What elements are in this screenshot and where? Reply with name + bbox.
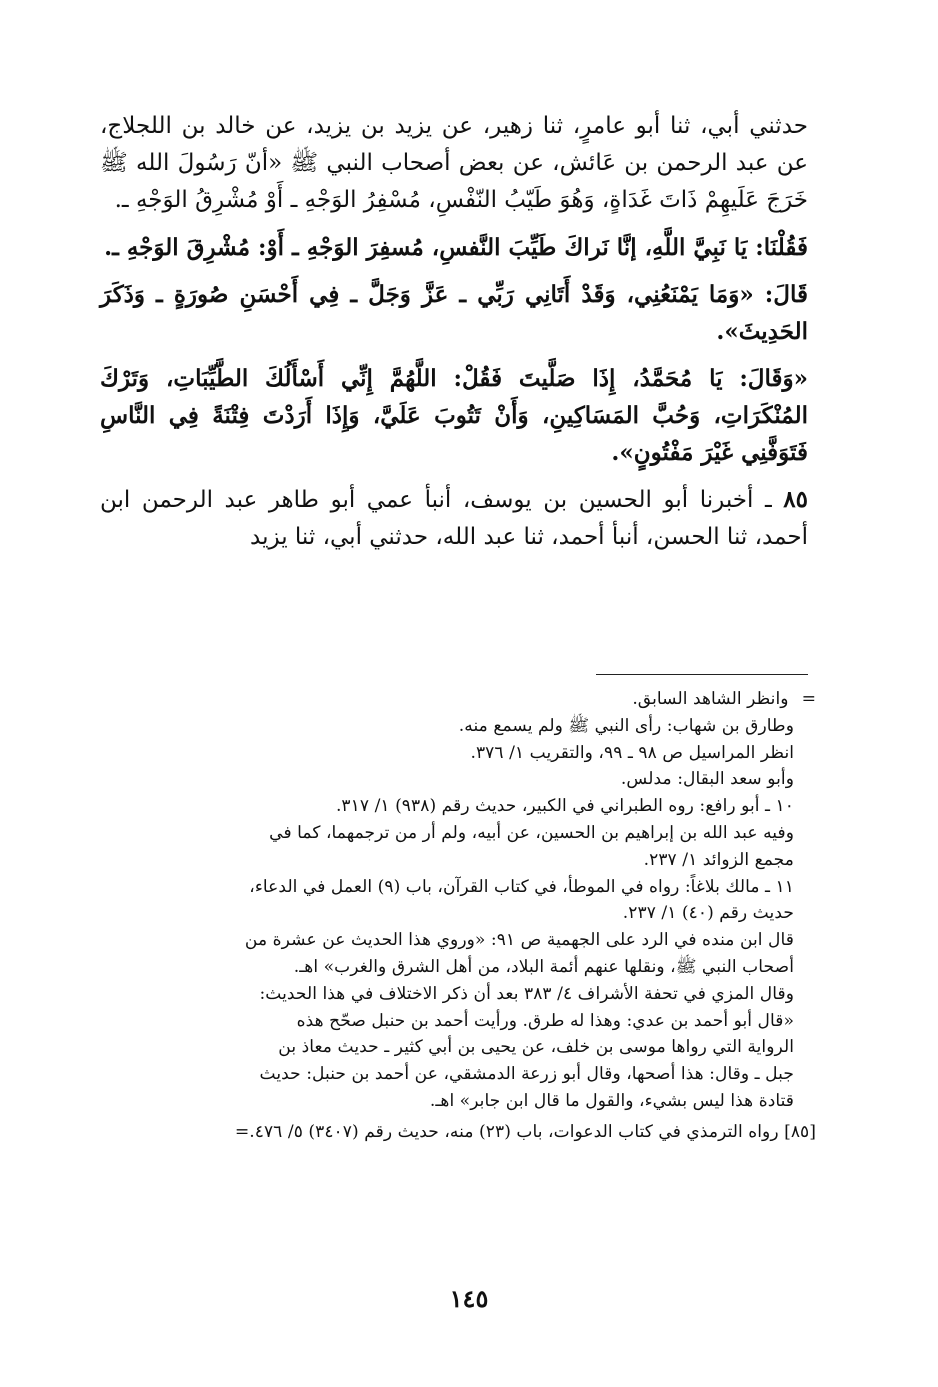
footnote-85-text: رواه الترمذي في كتاب الدعوات، باب (٢٣) منه، حديث رقم (٣٤٠٧) ٥/ ٤٧٦.= <box>234 1121 779 1142</box>
footnote-line <box>100 686 816 713</box>
main-text <box>100 108 808 566</box>
footnote-line: ١٠ ـ أبو رافع: روه الطبراني في الكبير، حديث رقم (٩٣٨) ١/ ٣١٧. <box>335 796 794 817</box>
footnote-85-marker: [٨٥] <box>784 1121 816 1142</box>
hadith-85-text: ـ أخبرنا أبو الحسين بن يوسف، أنبأ عمي أبو طاهر عبد الرحمن ابن أحمد، ثنا الحسن، أنبأ أحمد، ثنا عبد الله، حدثني أبي، ثنا يزيد <box>100 487 808 550</box>
footnote-85 <box>100 1119 816 1146</box>
footnote-line: حديث رقم (٤٠) ١/ ٢٣٧. <box>622 903 794 924</box>
footnote-line: مجمع الزوائد ١/ ٢٣٧. <box>643 849 794 870</box>
paragraph-quote-1: فَقُلْنَا: يَا نَبِيَّ اللَّهِ، إنَّا نَراكَ طَيِّبَ النَّفسِ، مُسفِرَ الوَجْهِ ـ أَوْ: مُشْرِقَ الوَجْهِ ـ. <box>104 234 808 261</box>
footnote-line: انظر المراسيل ص ٩٨ ـ ٩٩، والتقريب ١/ ٣٧٦. <box>470 742 794 763</box>
paragraph-quote-3: «وَقَالَ: يَا مُحَمَّدُ، إِذَا صَلَّيتَ فَقُلْ: اللَّهُمَّ إِنِّي أَسْأَلُكَ الطَّيِّبَاتِ، وَتَرْكَ المُنْكَرَاتِ، وَحُبَّ المَسَاكِينِ، وَأَنْ تَتُوبَ عَلَيَّ، وَإِذَا أَرَدْتَ فِتْنَةً فِي النَّاسِ فَتَوَفَّنِي غَيْرَ مَفْتُونٍ». <box>100 365 808 466</box>
hadith-number: ٨٥ <box>783 486 808 513</box>
paragraph-quote-2: قَالَ: «وَمَا يَمْنَعُنِي، وَقَدْ أَتَانِي رَبِّي ـ عَزَّ وَجَلَّ ـ فِي أَحْسَنِ صُورَةٍ ـ وَذَكَرَ الحَدِيثَ». <box>100 281 808 345</box>
footnote-line: أصحاب النبي ﷺ، ونقلها عنهم أئمة البلاد، من أهل الشرق والغرب» اهـ. <box>293 956 794 977</box>
footnote-text: وانظر الشاهد السابق. <box>632 689 789 709</box>
footnote-line: جبل ـ وقال: هذا أصحها، وقال أبو زرعة الدمشقي، عن أحمد بن حنبل: حديث <box>259 1064 794 1085</box>
footnote-divider <box>596 674 808 675</box>
paragraph-hadith-85 <box>100 481 808 556</box>
footnote-line: الرواية التي رواها موسى بن خلف، عن يحيى بن أبي كثير ـ حديث معاذ بن <box>278 1037 794 1058</box>
footnote-line: «قال أبو أحمد بن عدي: وهذا له طرق. ورأيت أحمد بن حنبل صحّح هذه <box>296 1010 794 1031</box>
footnote-line: قتادة هذا ليس بشيء، والقول ما قال ابن جابر» اهـ. <box>429 1090 794 1111</box>
footnote-line: وقال المزي في تحفة الأشراف ٤/ ٣٨٣ بعد أن ذكر الاختلاف في هذا الحديث: <box>259 983 794 1004</box>
footnotes <box>100 686 816 1146</box>
footnote-line: وطارق بن شهاب: رأى النبي ﷺ ولم يسمع منه. <box>458 715 794 736</box>
continuation-marker: = <box>801 689 816 709</box>
paragraph-hadith-chain: حدثني أبي، ثنا أبو عامرٍ، ثنا زهير، عن يزيد بن يزيد، عن خالد بن اللجلاج، عن عبد الرحمن بن عَائش، عن بعض أصحاب النبي ﷺ «أنّ رَسُولَ الله ﷺ خَرَجَ عَلَيهِمْ ذَاتَ غَدَاةٍ، وَهُوَ طَيّبُ النّفْسِ، مُسْفِرُ الوَجْهِ ـ أَوْ مُشْرِقُ الوَجْهِ ـ. <box>100 113 808 213</box>
footnote-line: قال ابن منده في الرد على الجهمية ص ٩١: «وروي هذا الحديث عن عشرة من <box>244 930 794 951</box>
footnote-line: ١١ ـ مالك بلاغاً: رواه في الموطأ، في كتاب القرآن، باب (٩) العمل في الدعاء، <box>249 876 794 897</box>
footnote-line: وأبو سعد البقال: مدلس. <box>620 769 794 790</box>
page-number: ١٤٥ <box>449 1284 489 1313</box>
footnote-line: وفيه عبد الله بن إبراهيم بن الحسين، عن أبيه، ولم أر من ترجمهما، كما في <box>269 822 794 843</box>
